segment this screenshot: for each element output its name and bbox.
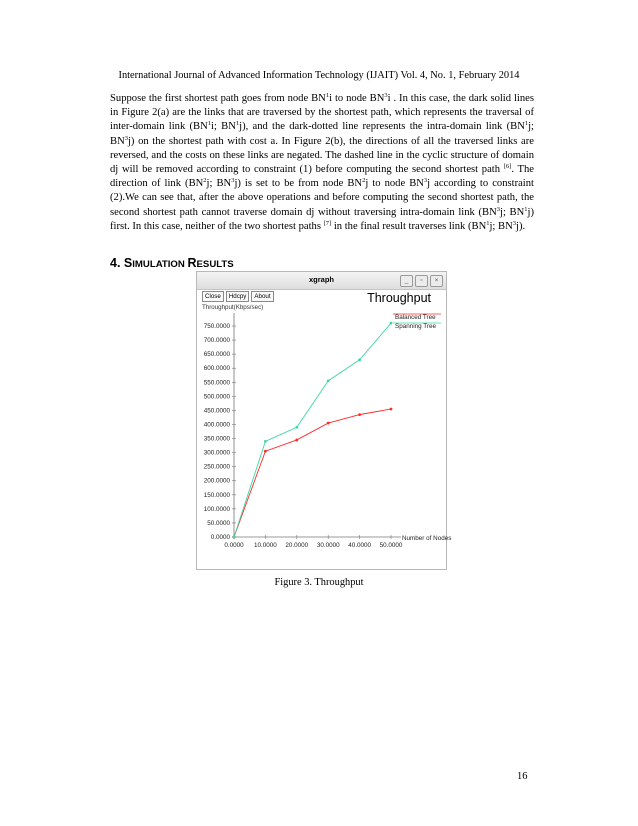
x-tick-label: 10.0000 bbox=[254, 542, 277, 549]
legend-label: Balanced Tree bbox=[395, 314, 436, 321]
throughput-chart bbox=[197, 272, 452, 569]
y-tick-label: 600.0000 bbox=[203, 365, 230, 373]
y-tick-label: 100.0000 bbox=[203, 505, 230, 513]
y-tick-label: 350.0000 bbox=[203, 435, 230, 443]
x-tick-label: 0.0000 bbox=[224, 542, 244, 549]
chart-title: Throughput bbox=[367, 291, 431, 305]
data-point bbox=[264, 440, 267, 443]
section-heading: 4. SIMULATION RESULTS bbox=[110, 256, 234, 270]
y-tick-label: 450.0000 bbox=[203, 407, 230, 415]
y-tick-label: 500.0000 bbox=[203, 393, 230, 401]
x-tick-label: 40.0000 bbox=[348, 542, 371, 549]
close-icon[interactable]: × bbox=[430, 275, 443, 287]
data-point bbox=[327, 379, 330, 382]
data-point bbox=[233, 536, 236, 539]
y-tick-label: 650.0000 bbox=[203, 351, 230, 359]
figure-caption: Figure 3. Throughput bbox=[274, 577, 364, 588]
y-tick-label: 150.0000 bbox=[203, 491, 230, 499]
y-tick-label: 300.0000 bbox=[203, 449, 230, 457]
minimize-icon[interactable]: _ bbox=[400, 275, 413, 287]
window-title: xgraph bbox=[308, 275, 334, 284]
data-point bbox=[358, 358, 361, 361]
close-button[interactable]: Close bbox=[202, 291, 224, 302]
data-point bbox=[264, 450, 267, 453]
y-tick-label: 750.0000 bbox=[203, 323, 230, 330]
y-axis-label: Throughput(Kbps/sec) bbox=[202, 304, 264, 311]
x-axis-label: Number of Nodes bbox=[402, 535, 452, 542]
page-number: 16 bbox=[517, 771, 528, 782]
series-line-1 bbox=[234, 323, 391, 537]
y-tick-label: 550.0000 bbox=[203, 379, 230, 387]
data-point bbox=[390, 408, 393, 411]
series-line-0 bbox=[234, 409, 391, 537]
about-button[interactable]: About bbox=[251, 291, 273, 302]
xgraph-window bbox=[196, 271, 452, 570]
legend-label: Spanning Tree bbox=[395, 323, 436, 330]
data-point bbox=[295, 426, 298, 429]
y-tick-label: 400.0000 bbox=[203, 421, 230, 429]
data-point bbox=[295, 439, 298, 442]
x-tick-label: 50.0000 bbox=[379, 542, 403, 549]
y-tick-label: 50.0000 bbox=[207, 519, 230, 527]
y-tick-label: 200.0000 bbox=[203, 477, 230, 485]
hardcopy-button[interactable]: Hdcpy bbox=[226, 291, 250, 302]
data-point bbox=[390, 322, 393, 325]
x-tick-label: 20.0000 bbox=[285, 542, 309, 549]
data-point bbox=[327, 422, 330, 425]
x-tick-label: 30.0000 bbox=[316, 542, 340, 549]
body-paragraph: Suppose the first shortest path goes from node $BN^1i$ to node $BN^3i$ . In this case, the dark solid lines in Figure 2(a) are the links that are traversed by the shortest path, which represents the traversal of inter-domain link ($BN^1i$; $BN^1j$), and the dark-dotted line represents the intra-domain link ($BN^1j$; $BN^3j$) on the shortest path with cost a. In Figure 2(b), the directions of all the traversed links are reversed, and the costs on these links are negated. The dashed line in the cyclic structure of domain dj will be removed according to constraint (1) before computing the second shortest path [6]. The direction of link ($BN^2j$; $BN^3j$) is set to be from node $BN^2j$ to node $BN^3j$ according to constraint (2).We can see that, after the above operations and before computing the second shortest path, the second shortest path cannot traverse domain dj without traversing intra-domain link ($BN^3j$; $BN^1j$) first. In this case, neither of the two shortest paths [7] in the final result traverses link ($BN^1j$; $BN^3j$). bbox=[110, 92, 534, 232]
y-tick-label: 250.0000 bbox=[203, 463, 230, 471]
y-tick-label: 0.0000 bbox=[210, 534, 230, 541]
running-header: International Journal of Advanced Information Technology (IJAIT) Vol. 4, No. 1, February 2014 bbox=[118, 70, 520, 81]
data-point bbox=[358, 413, 361, 416]
maximize-icon[interactable]: ▫ bbox=[415, 275, 428, 287]
y-tick-label: 700.0000 bbox=[203, 337, 230, 345]
